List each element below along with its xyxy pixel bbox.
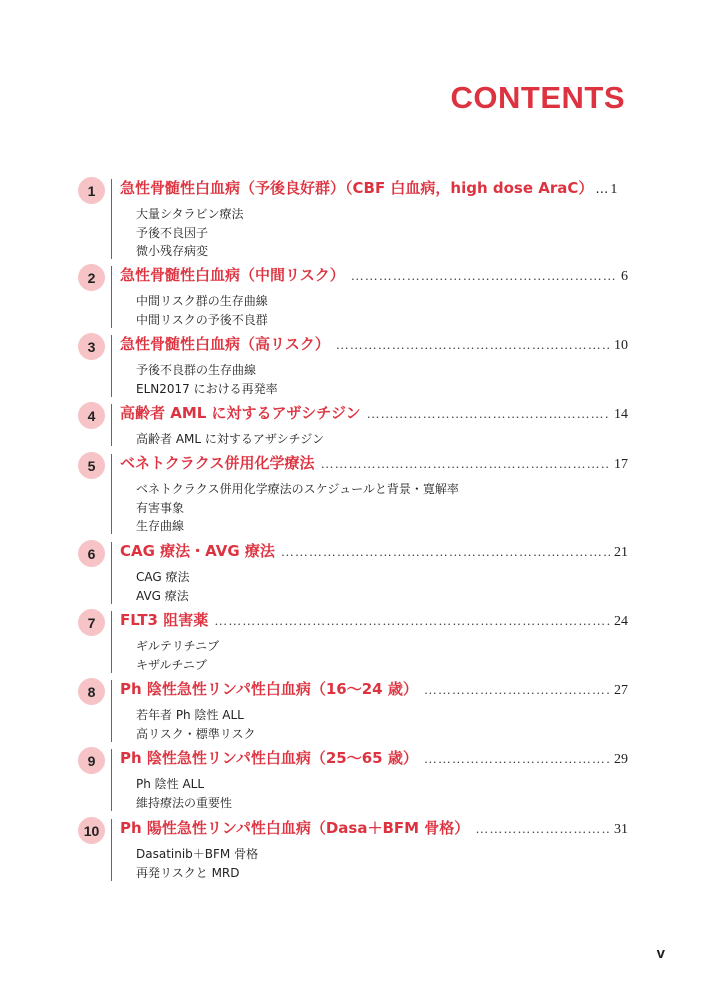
toc-entry-header: [120, 678, 628, 700]
subtopic-list: [136, 845, 258, 882]
dot-leader: [424, 751, 610, 767]
subtopic-item: ベネトクラクス併用化学療法のスケジュールと背景・寛解率: [136, 482, 459, 496]
entry-divider-line: [111, 335, 112, 397]
page-number: 6: [621, 269, 628, 284]
chapter-number-badge: 3: [78, 333, 105, 360]
chapter-number-badge: 2: [78, 264, 105, 291]
subtopic-item: Dasatinib＋BFM 骨格: [136, 847, 259, 861]
entry-divider-line: [111, 179, 112, 259]
subtopic-list: [136, 480, 459, 536]
subtopic-list: [136, 775, 232, 812]
subtopic-item: 高リスク・標準リスク: [136, 726, 256, 741]
dot-leader: [424, 682, 610, 698]
subtopic-item: AVG 療法: [136, 588, 189, 603]
dot-leader: …: [595, 182, 609, 197]
subtopic-list: [136, 430, 324, 449]
subtopic-item: ギルテリチニブ: [136, 639, 220, 653]
page-number: 24: [614, 614, 628, 629]
subtopic-list: [136, 706, 256, 743]
subtopic-list: [136, 292, 268, 329]
entry-divider-line: [111, 749, 112, 811]
chapter-heading[interactable]: 急性骨髄性白血病（予後良好群）（CBF 白血病，high dose AraC）: [120, 179, 594, 197]
toc-entry-header: [120, 747, 628, 769]
dot-leader: [475, 821, 610, 837]
dot-leader: [214, 613, 610, 629]
toc-entry-header: [120, 452, 628, 474]
page-number: 21: [614, 545, 628, 560]
subtopic-list: [136, 361, 278, 398]
dot-leader: [351, 268, 617, 284]
page-number: 17: [614, 457, 628, 472]
chapter-heading[interactable]: 高齢者 AML に対するアザシチジン: [120, 404, 361, 422]
entry-divider-line: [111, 266, 112, 328]
chapter-heading[interactable]: CAG 療法・AVG 療法: [120, 542, 275, 560]
subtopic-item: キザルチニブ: [136, 657, 207, 672]
toc-entry-header: [120, 609, 628, 631]
subtopic-item: 微小残存病変: [136, 244, 209, 258]
page-number: 14: [614, 407, 628, 422]
subtopic-item: CAG 療法: [136, 570, 190, 584]
toc-entry-header: [120, 817, 628, 839]
page-number: 1: [610, 182, 618, 197]
chapter-heading[interactable]: 急性骨髄性白血病（中間リスク）: [120, 266, 345, 284]
page-number: 31: [614, 822, 628, 837]
subtopic-item: ELN2017 における再発率: [136, 381, 278, 396]
toc-entry-header: [120, 333, 628, 355]
toc-entry-header: [120, 540, 628, 562]
subtopic-item: 予後不良因子: [136, 225, 209, 240]
chapter-number-badge: 9: [78, 747, 105, 774]
subtopic-item: 高齢者 AML に対するアザシチジン: [136, 432, 325, 446]
toc-entry-header: [120, 177, 628, 199]
dot-leader: [321, 456, 610, 472]
chapter-heading[interactable]: Ph 陰性急性リンパ性白血病（25〜65 歳）: [120, 749, 418, 767]
subtopic-list: [136, 205, 244, 261]
subtopic-item: 生存曲線: [136, 519, 185, 533]
entry-divider-line: [111, 680, 112, 742]
chapter-number-badge: 7: [78, 609, 105, 636]
subtopic-item: 予後不良群の生存曲線: [136, 363, 257, 377]
entry-divider-line: [111, 819, 112, 881]
entry-divider-line: [111, 454, 112, 534]
page-folio: v: [656, 945, 665, 962]
chapter-number-badge: 1: [78, 177, 105, 204]
chapter-heading[interactable]: ベネトクラクス併用化学療法: [120, 454, 315, 472]
dot-leader: [367, 406, 610, 422]
toc-entry-header: [120, 264, 628, 286]
subtopic-item: 維持療法の重要性: [136, 795, 233, 810]
entry-divider-line: [111, 542, 112, 604]
chapter-heading[interactable]: FLT3 阻害薬: [120, 611, 209, 629]
toc-entry-header: [120, 402, 628, 424]
dot-leader: [336, 337, 610, 353]
subtopic-item: 中間リスクの予後不良群: [136, 312, 268, 327]
entry-divider-line: [111, 611, 112, 673]
subtopic-list: [136, 568, 190, 605]
page-number: 29: [614, 752, 628, 767]
subtopic-item: 再発リスクと MRD: [136, 865, 240, 880]
subtopic-item: 若年者 Ph 陰性 ALL: [136, 708, 244, 722]
chapter-heading[interactable]: Ph 陽性急性リンパ性白血病（Dasa＋BFM 骨格）: [120, 819, 470, 837]
chapter-heading[interactable]: Ph 陰性急性リンパ性白血病（16〜24 歳）: [120, 680, 418, 698]
subtopic-list: [136, 637, 219, 674]
chapter-number-badge: 8: [78, 678, 105, 705]
entry-divider-line: [111, 404, 112, 446]
chapter-heading[interactable]: 急性骨髄性白血病（高リスク）: [120, 335, 330, 353]
page-number: 27: [614, 683, 628, 698]
chapter-number-badge: 6: [78, 540, 105, 567]
subtopic-item: 大量シタラビン療法: [136, 207, 244, 221]
page-title: CONTENTS: [450, 80, 625, 115]
dot-leader: [281, 544, 610, 560]
page-number: 10: [614, 338, 628, 353]
chapter-number-badge: 4: [78, 402, 105, 429]
subtopic-item: Ph 陰性 ALL: [136, 777, 205, 791]
chapter-number-badge: 10: [78, 817, 105, 844]
subtopic-item: 有害事象: [136, 500, 185, 515]
chapter-number-badge: 5: [78, 452, 105, 479]
subtopic-item: 中間リスク群の生存曲線: [136, 294, 268, 308]
